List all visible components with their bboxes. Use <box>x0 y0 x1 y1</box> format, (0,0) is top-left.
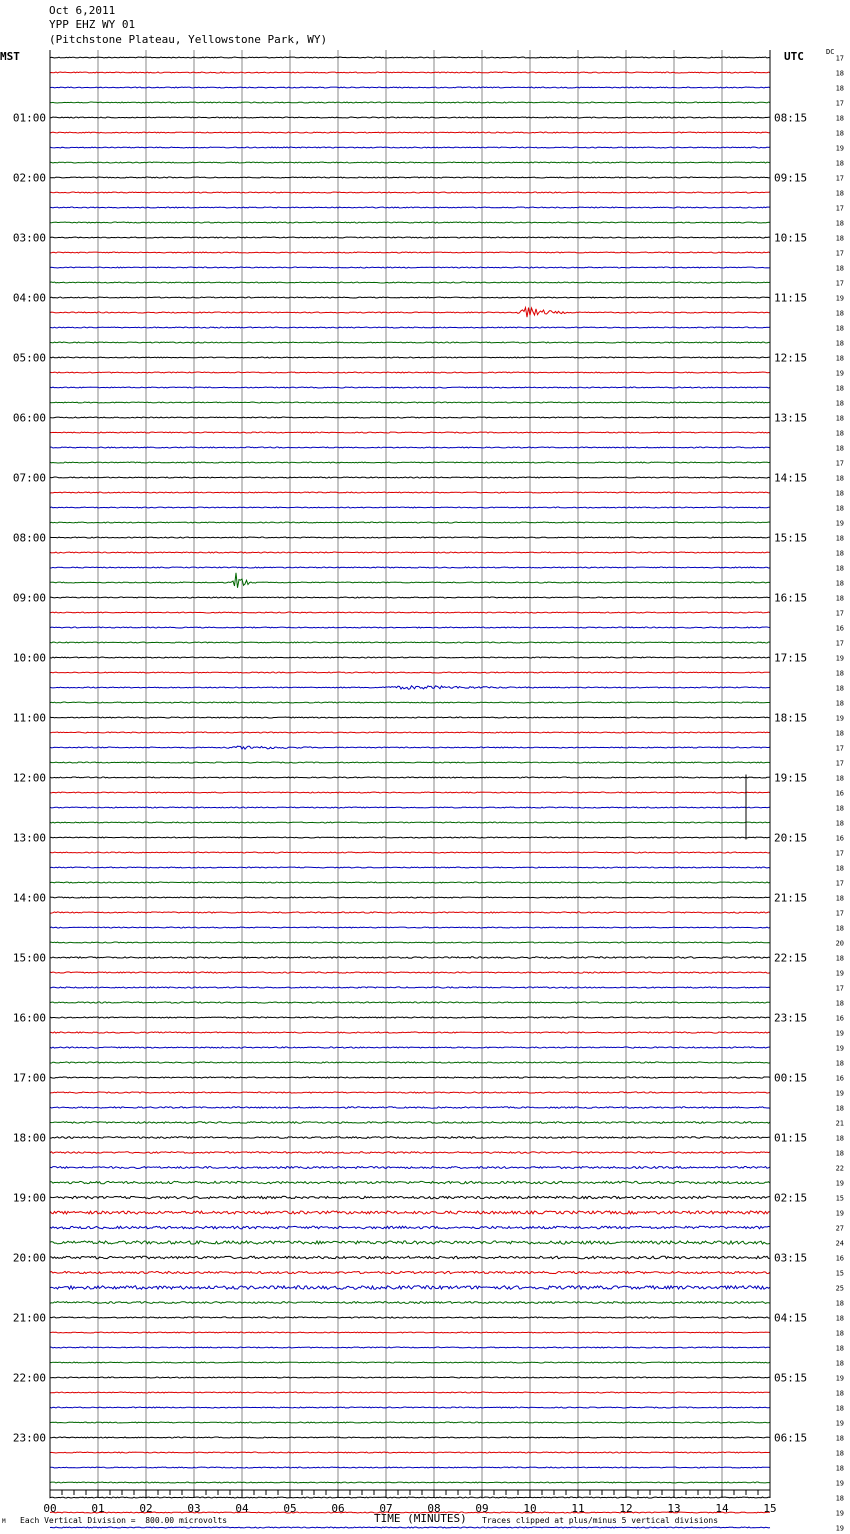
hour-label-mst: 10:00 <box>12 651 46 665</box>
trace-line <box>50 762 770 763</box>
dc-offset-value: 18 <box>835 1329 844 1338</box>
hour-label-mst: 22:00 <box>12 1371 46 1385</box>
dc-offset-value: 16 <box>835 624 844 633</box>
trace-line <box>50 1167 770 1169</box>
trace-line <box>50 552 770 553</box>
trace-line <box>50 612 770 613</box>
dc-offset-value: 19 <box>835 1044 844 1053</box>
dc-offset-value: 18 <box>835 1359 844 1368</box>
trace-line <box>50 746 770 749</box>
trace-line <box>50 237 770 238</box>
hour-label-mst: 07:00 <box>12 471 46 485</box>
dc-offset-value: 17 <box>835 984 844 993</box>
x-tick-label: 07 <box>379 1502 393 1515</box>
trace-line <box>50 1271 770 1273</box>
hour-label-utc: 16:15 <box>774 591 808 605</box>
trace-line <box>50 372 770 373</box>
dc-offset-value: 18 <box>835 1299 844 1308</box>
dc-offset-value: 18 <box>835 84 844 93</box>
trace-line <box>50 1347 770 1348</box>
dc-offset-value: 20 <box>835 939 844 948</box>
dc-offset-value: 15 <box>835 1194 844 1203</box>
hour-label-utc: 14:15 <box>774 471 808 485</box>
trace-line <box>50 102 770 103</box>
hour-label-mst: 03:00 <box>12 231 46 245</box>
trace-line <box>50 777 770 778</box>
dc-offset-value: 18 <box>835 564 844 573</box>
dc-offset-value: 18 <box>835 684 844 693</box>
trace-line <box>50 57 770 58</box>
trace-line <box>50 1422 770 1423</box>
chart-date: Oct 6,2011 <box>49 4 116 17</box>
dc-offset-value: 19 <box>835 519 844 528</box>
trace-line <box>50 942 770 943</box>
hour-label-utc: 22:15 <box>774 951 808 965</box>
dc-offset-value: 19 <box>835 1479 844 1488</box>
dc-offset-value: 17 <box>835 174 844 183</box>
trace-line <box>50 1437 770 1438</box>
dc-offset-value: 18 <box>835 1404 844 1413</box>
trace-line <box>50 1137 770 1139</box>
trace-line <box>50 417 770 418</box>
dc-offset-value: 18 <box>835 729 844 738</box>
hour-label-utc: 23:15 <box>774 1011 808 1025</box>
trace-line <box>50 912 770 913</box>
trace-line <box>50 1241 770 1244</box>
dc-offset-value: 18 <box>835 1059 844 1068</box>
dc-offset-value: 22 <box>835 1164 844 1173</box>
trace-line <box>50 537 770 538</box>
trace-line <box>50 567 770 568</box>
hour-label-utc: 21:15 <box>774 891 808 905</box>
hour-label-mst: 04:00 <box>12 291 46 305</box>
trace-line <box>50 807 770 808</box>
hour-label-mst: 11:00 <box>12 711 46 725</box>
dc-offset-value: 19 <box>835 654 844 663</box>
hour-label-mst: 02:00 <box>12 171 46 185</box>
dc-offset-value: 19 <box>835 144 844 153</box>
trace-line <box>50 672 770 673</box>
hour-label-mst: 08:00 <box>12 531 46 545</box>
trace-line <box>50 462 770 463</box>
dc-offset-value: 16 <box>835 1074 844 1083</box>
trace-line <box>50 387 770 388</box>
dc-offset-value: 15 <box>835 1269 844 1278</box>
footer-mark: M <box>2 1518 6 1525</box>
dc-offset-value: 17 <box>835 99 844 108</box>
trace-line <box>50 1032 770 1033</box>
hour-label-utc: 01:15 <box>774 1131 808 1145</box>
dc-offset-value: 19 <box>835 714 844 723</box>
dc-offset-value: 19 <box>835 1209 844 1218</box>
trace-line <box>50 882 770 883</box>
dc-offset-value: 18 <box>835 489 844 498</box>
dc-offset-value: 19 <box>835 369 844 378</box>
hour-label-utc: 00:15 <box>774 1071 808 1085</box>
trace-line <box>50 1482 770 1483</box>
dc-offset-value: 18 <box>835 219 844 228</box>
trace-line <box>50 162 770 163</box>
trace-line <box>50 1181 770 1183</box>
station-location: (Pitchstone Plateau, Yellowstone Park, WY) <box>49 33 328 46</box>
trace-line <box>50 222 770 223</box>
dc-offset-value: 18 <box>835 429 844 438</box>
trace-line <box>50 702 770 703</box>
hour-label-mst: 12:00 <box>12 771 46 785</box>
dc-offset-value: 17 <box>835 249 844 258</box>
dc-offset-value: 18 <box>835 864 844 873</box>
trace-line <box>50 927 770 928</box>
dc-offset-value: 18 <box>835 954 844 963</box>
trace-line <box>50 1407 770 1408</box>
dc-offset-value: 18 <box>835 444 844 453</box>
trace-line <box>50 686 770 690</box>
x-tick-label: 14 <box>715 1502 729 1515</box>
hour-label-mst: 13:00 <box>12 831 46 845</box>
trace-line <box>50 207 770 208</box>
hour-label-utc: 02:15 <box>774 1191 808 1205</box>
dc-offset-value: 19 <box>835 1179 844 1188</box>
dc-offset-value: 18 <box>835 1449 844 1458</box>
trace-line <box>50 1152 770 1154</box>
hour-label-utc: 19:15 <box>774 771 808 785</box>
hour-label-mst: 23:00 <box>12 1431 46 1445</box>
dc-offset-value: 18 <box>835 1314 844 1323</box>
dc-offset-value: 18 <box>835 264 844 273</box>
trace-line <box>50 267 770 268</box>
trace-line <box>50 252 770 253</box>
trace-line <box>50 717 770 718</box>
hour-label-mst: 21:00 <box>12 1311 46 1325</box>
x-tick-label: 12 <box>619 1502 633 1515</box>
hour-label-utc: 05:15 <box>774 1371 808 1385</box>
trace-line <box>50 1497 770 1498</box>
trace-line <box>50 987 770 988</box>
dc-offset-value: 18 <box>835 534 844 543</box>
dc-offset-value: 17 <box>835 279 844 288</box>
dc-offset-value: 18 <box>835 234 844 243</box>
hour-label-mst: 19:00 <box>12 1191 46 1205</box>
trace-line <box>50 402 770 403</box>
dc-offset-value: 18 <box>835 1344 844 1353</box>
dc-offset-value: 19 <box>835 1374 844 1383</box>
trace-line <box>50 1452 770 1453</box>
scale-note: Each Vertical Division = 800.00 microvolts <box>20 1516 228 1525</box>
trace-line <box>50 1286 770 1289</box>
hour-label-mst: 01:00 <box>12 111 46 125</box>
x-tick-label: 02 <box>139 1502 153 1515</box>
dc-offset-value: 19 <box>835 1524 844 1533</box>
hour-label-mst: 20:00 <box>12 1251 46 1265</box>
trace-line <box>50 852 770 853</box>
trace-line <box>50 507 770 508</box>
x-axis-title: TIME (MINUTES) <box>374 1512 467 1525</box>
dc-offset-value: 18 <box>835 1134 844 1143</box>
trace-line <box>50 1002 770 1003</box>
x-tick-label: 05 <box>283 1502 297 1515</box>
dc-offset-value: 18 <box>835 309 844 318</box>
x-tick-label: 04 <box>235 1502 249 1515</box>
trace-line <box>50 357 770 358</box>
dc-offset-value: 19 <box>835 294 844 303</box>
x-tick-label: 15 <box>763 1502 777 1515</box>
dc-offset-value: 17 <box>835 744 844 753</box>
dc-offset-header: DC <box>826 48 835 56</box>
x-tick-label: 00 <box>43 1502 57 1515</box>
hour-label-utc: 17:15 <box>774 651 808 665</box>
x-tick-label: 03 <box>187 1502 201 1515</box>
trace-line <box>50 327 770 328</box>
dc-offset-value: 18 <box>835 1104 844 1113</box>
dc-offset-value: 18 <box>835 129 844 138</box>
hour-label-utc: 04:15 <box>774 1311 808 1325</box>
dc-offset-value: 18 <box>835 384 844 393</box>
dc-offset-value: 18 <box>835 1389 844 1398</box>
dc-offset-value: 16 <box>835 789 844 798</box>
trace-line <box>50 972 770 973</box>
trace-line <box>50 1527 770 1528</box>
dc-offset-value: 18 <box>835 414 844 423</box>
trace-line <box>50 308 770 318</box>
trace-line <box>50 1392 770 1393</box>
dc-offset-value: 18 <box>835 699 844 708</box>
x-tick-label: 13 <box>667 1502 681 1515</box>
dc-offset-value: 17 <box>835 609 844 618</box>
trace-line <box>50 597 770 598</box>
hour-label-utc: 09:15 <box>774 171 808 185</box>
dc-offset-value: 18 <box>835 819 844 828</box>
hour-label-utc: 18:15 <box>774 711 808 725</box>
x-tick-label: 08 <box>427 1502 441 1515</box>
clip-note: Traces clipped at plus/minus 5 vertical divisions <box>482 1516 719 1525</box>
x-tick-label: 09 <box>475 1502 489 1515</box>
dc-offset-value: 18 <box>835 1494 844 1503</box>
trace-line <box>50 1122 770 1124</box>
trace-line <box>50 147 770 148</box>
trace-line <box>50 432 770 433</box>
trace-line <box>50 1467 770 1468</box>
dc-offset-value: 18 <box>835 774 844 783</box>
trace-line <box>50 117 770 118</box>
trace-line <box>50 1017 770 1018</box>
dc-offset-value: 18 <box>835 114 844 123</box>
dc-offset-value: 19 <box>835 969 844 978</box>
dc-offset-value: 18 <box>835 894 844 903</box>
hour-label-utc: 11:15 <box>774 291 808 305</box>
dc-offset-value: 17 <box>835 639 844 648</box>
dc-offset-value: 19 <box>835 1419 844 1428</box>
hour-label-utc: 12:15 <box>774 351 808 365</box>
trace-line <box>50 282 770 283</box>
dc-offset-value: 18 <box>835 399 844 408</box>
dc-offset-value: 16 <box>835 1254 844 1263</box>
trace-line <box>50 1377 770 1378</box>
trace-line <box>50 657 770 658</box>
hour-label-mst: 15:00 <box>12 951 46 965</box>
trace-line <box>50 1211 770 1214</box>
dc-offset-value: 17 <box>835 849 844 858</box>
trace-line <box>50 1047 770 1048</box>
dc-offset-value: 17 <box>835 909 844 918</box>
hour-label-utc: 06:15 <box>774 1431 808 1445</box>
trace-line <box>50 792 770 793</box>
dc-offset-value: 18 <box>835 1464 844 1473</box>
dc-offset-value: 18 <box>835 69 844 78</box>
x-tick-label: 10 <box>523 1502 537 1515</box>
hour-label-mst: 17:00 <box>12 1071 46 1085</box>
right-timezone-label: UTC <box>784 50 804 63</box>
trace-line <box>50 867 770 868</box>
hour-label-mst: 05:00 <box>12 351 46 365</box>
trace-line <box>50 522 770 523</box>
trace-line <box>50 627 770 628</box>
trace-line <box>50 297 770 298</box>
trace-line <box>50 72 770 73</box>
trace-line <box>50 573 770 588</box>
dc-offset-value: 18 <box>835 324 844 333</box>
trace-line <box>50 1226 770 1229</box>
trace-line <box>50 342 770 343</box>
dc-offset-value: 27 <box>835 1224 844 1233</box>
trace-line <box>50 447 770 448</box>
dc-offset-value: 18 <box>835 924 844 933</box>
dc-offset-value: 19 <box>835 1509 844 1518</box>
hour-label-mst: 09:00 <box>12 591 46 605</box>
hour-label-utc: 08:15 <box>774 111 808 125</box>
dc-offset-value: 24 <box>835 1239 844 1248</box>
trace-line <box>50 837 770 838</box>
x-tick-label: 11 <box>571 1502 585 1515</box>
trace-line <box>50 642 770 643</box>
trace-line <box>50 1107 770 1108</box>
dc-offset-value: 18 <box>835 159 844 168</box>
trace-line <box>50 1077 770 1078</box>
trace-line <box>50 1362 770 1363</box>
dc-offset-value: 17 <box>835 204 844 213</box>
dc-offset-value: 18 <box>835 189 844 198</box>
hour-label-mst: 06:00 <box>12 411 46 425</box>
dc-offset-value: 17 <box>835 879 844 888</box>
dc-offset-value: 18 <box>835 354 844 363</box>
hour-label-mst: 18:00 <box>12 1131 46 1145</box>
hour-label-mst: 14:00 <box>12 891 46 905</box>
dc-offset-value: 18 <box>835 1149 844 1158</box>
dc-offset-value: 25 <box>835 1284 844 1293</box>
dc-offset-value: 17 <box>835 459 844 468</box>
trace-line <box>50 1062 770 1063</box>
trace-line <box>50 732 770 733</box>
trace-line <box>50 957 770 958</box>
trace-line <box>50 87 770 88</box>
hour-label-utc: 10:15 <box>774 231 808 245</box>
dc-offset-value: 18 <box>835 339 844 348</box>
x-tick-label: 06 <box>331 1502 345 1515</box>
dc-offset-value: 17 <box>835 54 844 63</box>
hour-label-utc: 03:15 <box>774 1251 808 1265</box>
left-timezone-label: MST <box>0 50 20 63</box>
dc-offset-value: 17 <box>835 759 844 768</box>
trace-line <box>50 1092 770 1093</box>
hour-label-mst: 16:00 <box>12 1011 46 1025</box>
dc-offset-value: 19 <box>835 1029 844 1038</box>
trace-line <box>50 1302 770 1304</box>
x-tick-label: 01 <box>91 1502 105 1515</box>
trace-line <box>50 1317 770 1318</box>
dc-offset-value: 18 <box>835 504 844 513</box>
dc-offset-value: 18 <box>835 669 844 678</box>
dc-offset-value: 18 <box>835 999 844 1008</box>
trace-line <box>50 897 770 898</box>
dc-offset-value: 18 <box>835 474 844 483</box>
hour-label-utc: 15:15 <box>774 531 808 545</box>
hour-label-utc: 20:15 <box>774 831 808 845</box>
dc-offset-value: 19 <box>835 1089 844 1098</box>
trace-line <box>50 1332 770 1333</box>
dc-offset-value: 18 <box>835 579 844 588</box>
trace-line <box>50 492 770 493</box>
dc-offset-value: 18 <box>835 594 844 603</box>
station-code: YPP EHZ WY 01 <box>49 18 136 31</box>
trace-line <box>50 822 770 823</box>
dc-offset-value: 18 <box>835 804 844 813</box>
dc-offset-value: 18 <box>835 549 844 558</box>
dc-offset-value: 21 <box>835 1119 844 1128</box>
dc-offset-value: 16 <box>835 834 844 843</box>
trace-line <box>50 1256 770 1259</box>
trace-line <box>50 192 770 193</box>
hour-label-utc: 13:15 <box>774 411 808 425</box>
trace-line <box>50 1196 770 1198</box>
dc-offset-value: 16 <box>835 1014 844 1023</box>
trace-line <box>50 177 770 178</box>
trace-line <box>50 477 770 478</box>
dc-offset-value: 18 <box>835 1434 844 1443</box>
trace-line <box>50 132 770 133</box>
